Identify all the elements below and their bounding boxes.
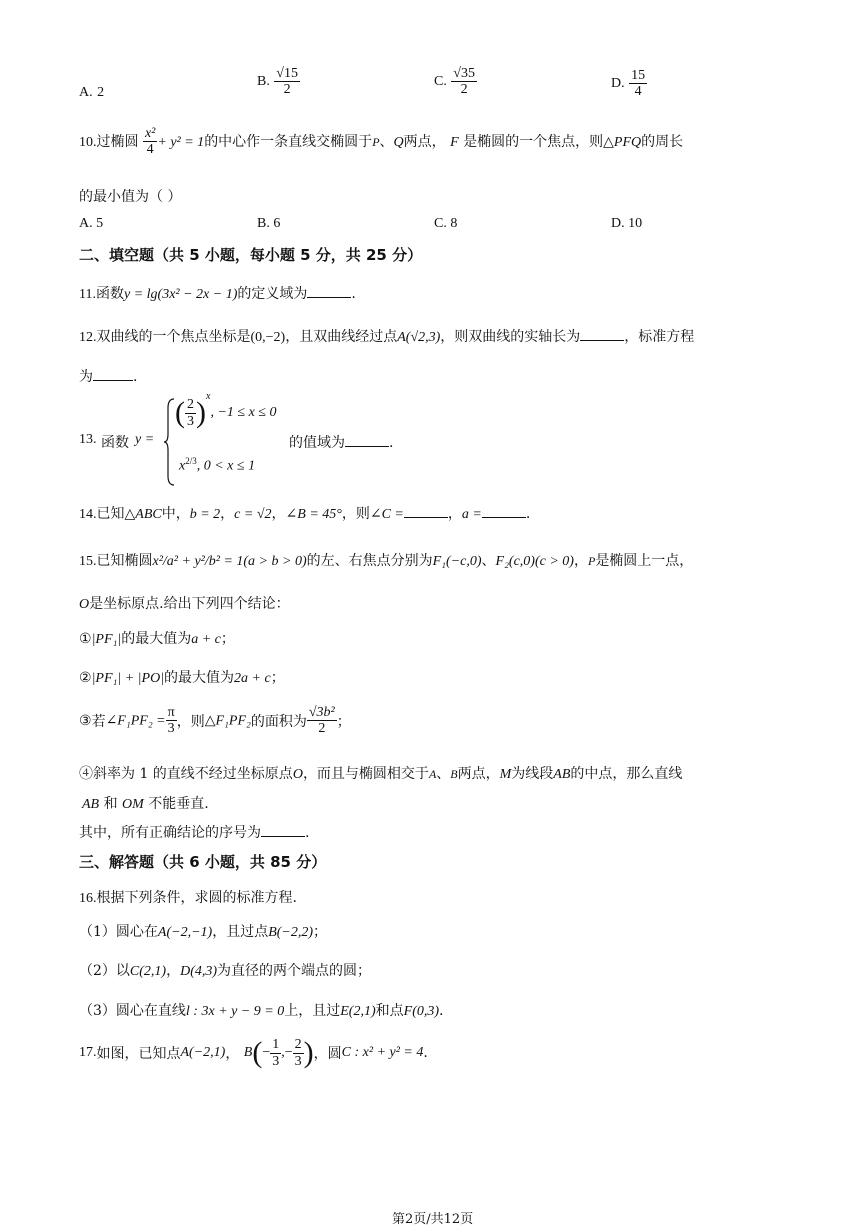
q14-blank-a — [482, 505, 526, 518]
q13-blank — [345, 434, 389, 447]
q10-option-d: D. 10 — [611, 216, 643, 231]
q9-option-d: D. $\frac{15}{4}$ — [611, 68, 646, 100]
q16-stem: 16.根据下列条件，求圆的标准方程. — [79, 890, 297, 906]
q11-blank — [307, 285, 351, 298]
q15-conclusion-4: ④斜率为 1 的直线不经过坐标原点O，而且与椭圆相交于A、B两点，M为线段AB的中点，那么直线 — [79, 766, 683, 782]
q10-option-b: B. 6 — [257, 216, 281, 231]
q15-line1: 15.已知椭圆x²/a² + y²/b² = 1(a > b > 0)的左、右焦点分别为F₁(−c,0)、F₂(c,0)(c > 0)，P是椭圆上一点， — [79, 553, 694, 569]
q15-line2: O是坐标原点.给出下列四个结论： — [79, 596, 290, 612]
q16-part-2: （2）以C(2,1)，D(4,3)为直径的两个端点的圆； — [79, 963, 372, 979]
q13-case-2: $x^{2/3}$, 0 < x ≤ 1 — [179, 456, 256, 474]
q13-case-1: ( $\frac{2}{3}$ )$^x$, −1 ≤ x ≤ 0 — [175, 391, 277, 429]
q12-line1: 12.双曲线的一个焦点坐标是(0,−2)，且双曲线经过点A(√2,3)，则双曲线的实轴长为 ，标准方程 — [79, 329, 695, 345]
q12-blank-1 — [580, 328, 624, 341]
q12-point-a: A(√2,3) — [397, 330, 441, 345]
q10-ellipse-fraction: $\frac{\text{x²}}{4}$ — [144, 126, 156, 158]
q11: 11.函数y = lg(3x² − 2x − 1)的定义域为 . — [79, 286, 356, 302]
q10-line2: 的最小值为（ ） — [79, 189, 182, 205]
q16-part-3: （3）圆心在直线l : 3x + y − 9 = 0上，且过E(2,1)和点F(0,3). — [79, 1003, 444, 1019]
section-2-heading: 二、填空题（共 5 小题，每小题 5 分，共 25 分） — [79, 246, 423, 264]
q11-expression: y = lg(3x² − 2x − 1) — [123, 287, 238, 302]
q9-option-b: B. $\frac{√15}{2}$ — [257, 66, 298, 98]
q10-line1: 10.过椭圆 $\frac{\text{x²}}{4}$ + y² = 1的中心作一条直线交椭圆于P、Q两点， F 是椭圆的一个焦点，则△PFQ的周长 — [79, 126, 684, 158]
section-3-heading: 三、解答题（共 6 小题，共 85 分） — [79, 853, 327, 871]
page-footer: 第2页/共12页 — [392, 1212, 474, 1227]
q9-c-fraction: $\frac{√35}{2}$ — [453, 66, 475, 98]
piecewise-brace-icon — [163, 398, 175, 486]
q15-blank — [261, 824, 305, 837]
q16-part-1: （1）圆心在A(−2,−1)，且过点B(−2,2)； — [79, 924, 328, 940]
q9-option-c: C. $\frac{√35}{2}$ — [434, 66, 475, 98]
q12-focus-point: (0,−2) — [250, 330, 286, 345]
q12-line2: 为 . — [79, 369, 138, 385]
q15-conclusion-3: ③若∠F₁PF₂ = $\frac{\pi}{3}$ ，则△F₁PF₂的面积为 $\frac{\text{√3b²}}{2}$ ； — [79, 705, 351, 737]
q9-option-a: A. 2 — [79, 85, 105, 100]
q10-option-a: A. 5 — [79, 216, 104, 231]
q15-ellipse-equation: x²/a² + y²/b² = 1(a > b > 0) — [152, 554, 307, 569]
q12-blank-2 — [93, 368, 133, 381]
q14-blank-angle-c — [404, 505, 448, 518]
q10-option-c: C. 8 — [434, 216, 458, 231]
q17: 17.如图，已知点A(−2,1)， B(− $\frac{1}{3}$ ,− $\frac{2}{3}$ )，圆C : x² + y² = 4. — [79, 1036, 428, 1069]
q15-final: 其中，所有正确结论的序号为 . — [79, 825, 310, 841]
q9-b-fraction: $\frac{√15}{2}$ — [276, 66, 298, 98]
q15-conclusion-1: ①|PF₁|的最大值为a + c； — [79, 631, 235, 647]
q15-conclusion-2: ②|PF₁| + |PO|的最大值为2a + c； — [79, 670, 285, 686]
q15-conclusion-4-line2: AB 和 OM 不能垂直. — [82, 796, 209, 812]
q9-d-fraction: $\frac{15}{4}$ — [631, 68, 646, 100]
q14: 14.已知△ABC中，b = 2，c = √2，∠B = 45°，则∠C = ，a = . — [79, 506, 531, 522]
